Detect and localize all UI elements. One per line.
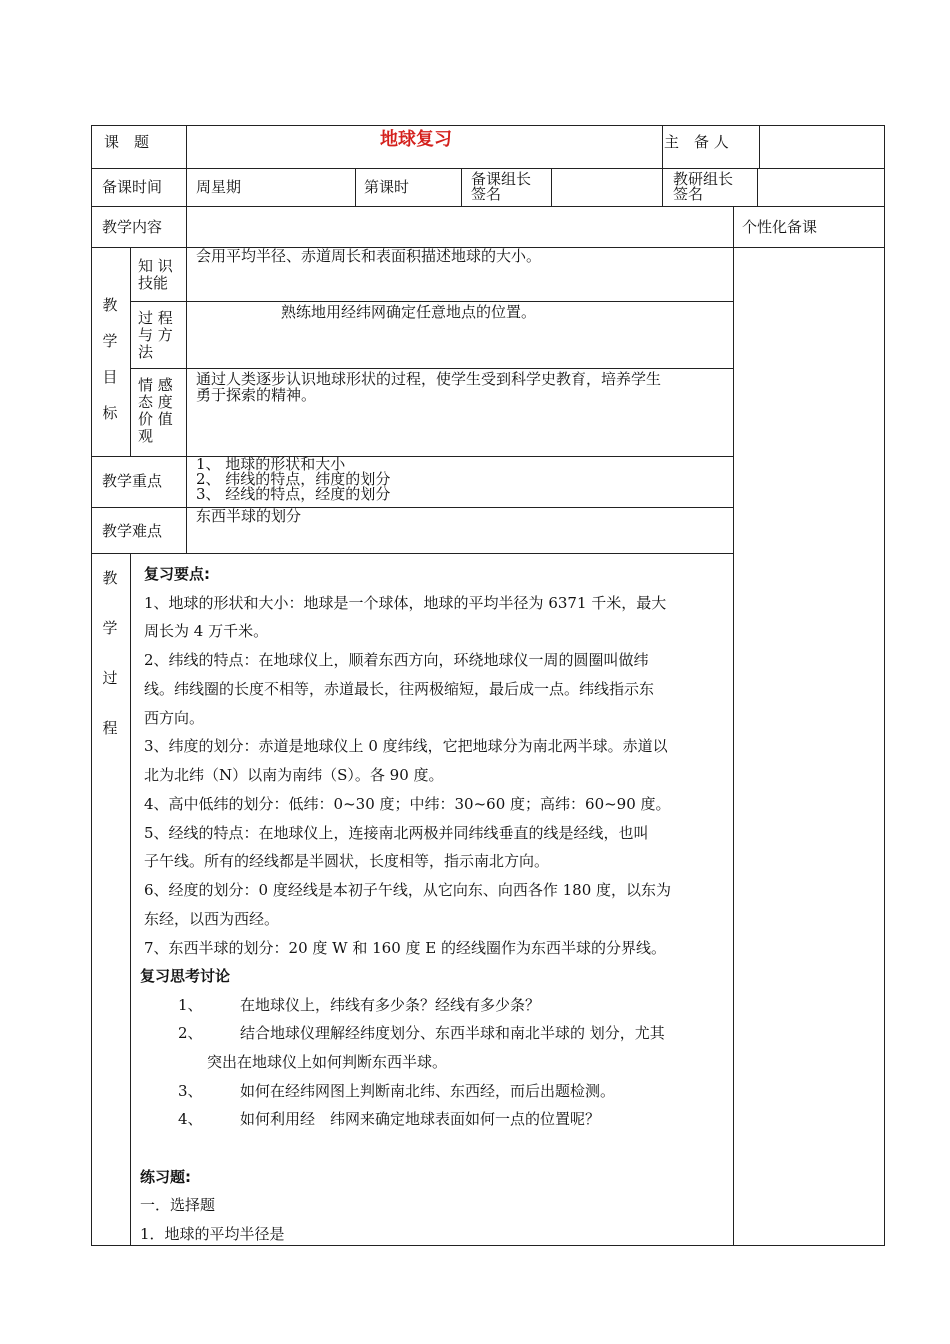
discussion-item: 如何利用经 纬网来确定地球表面如何一点的位置呢？ xyxy=(240,1110,601,1128)
review-line: 周长为 4 万千米。 xyxy=(144,622,269,640)
review-line: 1、地球的形状和大小：地球是一个球体，地球的平均半径为 6371 千米，最大 xyxy=(144,594,667,612)
objectives-group-label: 教 学 目 标 xyxy=(102,296,118,422)
review-line: 子午线。所有的经线都是半圆状，长度相等，指示南北方向。 xyxy=(144,852,550,870)
row-divider-process xyxy=(130,368,733,369)
difficulty-text: 东西半球的划分 xyxy=(196,507,302,525)
teaching-content-label: 教学内容 xyxy=(102,218,163,236)
knowledge-skills-label: 知 识 技能 xyxy=(138,257,173,292)
table-left-border xyxy=(91,125,92,1246)
discussion-num: 4、 xyxy=(178,1110,203,1128)
prep-time-label: 备课时间 xyxy=(102,178,163,196)
exercise-heading: 练习题: xyxy=(140,1168,191,1186)
review-line: 3、纬度的划分：赤道是地球仪上 0 度纬线，它把地球分为南北两半球。赤道以 xyxy=(144,737,668,755)
col-divider-week xyxy=(355,168,356,206)
exercise-question-1: 1．地球的平均半径是 xyxy=(140,1225,285,1243)
review-line: 北为北纬（N）以南为南纬（S）。各 90 度。 xyxy=(144,766,444,784)
review-line: 6、经度的划分：0 度经线是本初子午线，从它向东、向西各作 180 度，以东为 xyxy=(144,881,672,899)
row-divider-4 xyxy=(91,456,733,457)
teaching-process-label: 教 学 过 程 xyxy=(102,569,118,737)
review-line: 7、东西半球的划分：20 度 W 和 160 度 E 的经线圈作为东西半球的分界线。 xyxy=(144,939,667,957)
review-line: 5、经线的特点：在地球仪上，连接南北两极并同纬线垂直的线是经线，也叫 xyxy=(144,824,649,842)
col-divider-process xyxy=(130,553,131,1246)
review-line: 4、高中低纬的划分：低纬：0~30 度；中纬：30~60 度；高纬：60~90 度。 xyxy=(144,795,671,813)
period-label: 第课时 xyxy=(364,178,410,196)
discussion-num: 2、 xyxy=(178,1024,203,1042)
week-label: 周星期 xyxy=(196,178,242,196)
exercise-section-title: 一．选择题 xyxy=(140,1196,216,1214)
discussion-item: 突出在地球仪上如何判断东西半球。 xyxy=(207,1053,448,1071)
col-divider-lead-left xyxy=(662,125,663,206)
col-divider-period xyxy=(461,168,462,206)
key-points-label: 教学重点 xyxy=(102,472,163,490)
list-item: 1、 地球的形状和大小 xyxy=(196,455,346,473)
emotion-text-line-2: 勇于探索的精神。 xyxy=(196,386,317,404)
personalized-prep-label: 个性化备课 xyxy=(742,218,818,236)
col-divider-research xyxy=(757,168,758,206)
row-divider-2 xyxy=(91,206,885,207)
discussion-heading: 复习思考讨论 xyxy=(140,967,231,985)
emotion-text-line-1: 通过人类逐步认识地球形状的过程，使学生受到科学史教育，培养学生 xyxy=(196,370,662,388)
page-title: 地球复习 xyxy=(380,129,452,150)
col-divider-label xyxy=(186,125,187,554)
key-points-list xyxy=(196,457,390,502)
discussion-num: 3、 xyxy=(178,1082,203,1100)
group-leader-sign-label-2: 签名 xyxy=(471,185,502,203)
col-divider-sub xyxy=(130,247,131,457)
col-divider-main xyxy=(733,206,734,1246)
lead-preparer-label: 主 备 人 xyxy=(664,133,729,151)
topic-label: 课 题 xyxy=(104,133,150,151)
process-text: 熟练地用经纬网确定任意地点的位置。 xyxy=(281,303,537,321)
process-methods-label: 过 程 与 方 法 xyxy=(138,309,173,361)
review-line: 线。纬线圈的长度不相等，赤道最长，往两极缩短，最后成一点。纬线指示东 xyxy=(144,680,655,698)
knowledge-text: 会用平均半径、赤道周长和表面积描述地球的大小。 xyxy=(196,247,542,265)
research-leader-sign-label-1: 教研组长 xyxy=(673,170,734,188)
list-item: 2、 纬线的特点，纬度的划分 xyxy=(196,470,391,488)
emotion-values-label: 情 感 态 度 价 值 观 xyxy=(138,376,173,445)
review-points-heading: 复习要点: xyxy=(144,565,210,583)
discussion-item: 结合地球仪理解经纬度划分、东西半球和南北半球的 划分，尤其 xyxy=(240,1024,665,1042)
table-top-border xyxy=(91,125,885,126)
row-divider-1 xyxy=(91,168,885,169)
research-leader-sign-label-2: 签名 xyxy=(673,185,704,203)
review-line: 东经，以西为西经。 xyxy=(144,910,280,928)
discussion-item: 如何在经纬网图上判断南北纬、东西经，而后出题检测。 xyxy=(240,1082,616,1100)
table-right-border xyxy=(884,125,885,1246)
list-item: 3、 经线的特点，经度的划分 xyxy=(196,485,391,503)
discussion-num: 1、 xyxy=(178,996,203,1014)
row-divider-5 xyxy=(91,507,733,508)
col-divider-lead-right xyxy=(759,125,760,168)
row-divider-knowledge xyxy=(130,301,733,302)
review-line: 西方向。 xyxy=(144,709,205,727)
discussion-item: 在地球仪上，纬线有多少条？经线有多少条？ xyxy=(240,996,541,1014)
row-divider-6 xyxy=(91,553,733,554)
table-bottom-border xyxy=(91,1245,885,1246)
col-divider-group xyxy=(551,168,552,206)
review-line: 2、纬线的特点：在地球仪上，顺着东西方向，环绕地球仪一周的圆圈叫做纬 xyxy=(144,651,649,669)
difficulty-label: 教学难点 xyxy=(102,522,163,540)
group-leader-sign-label-1: 备课组长 xyxy=(471,170,532,188)
